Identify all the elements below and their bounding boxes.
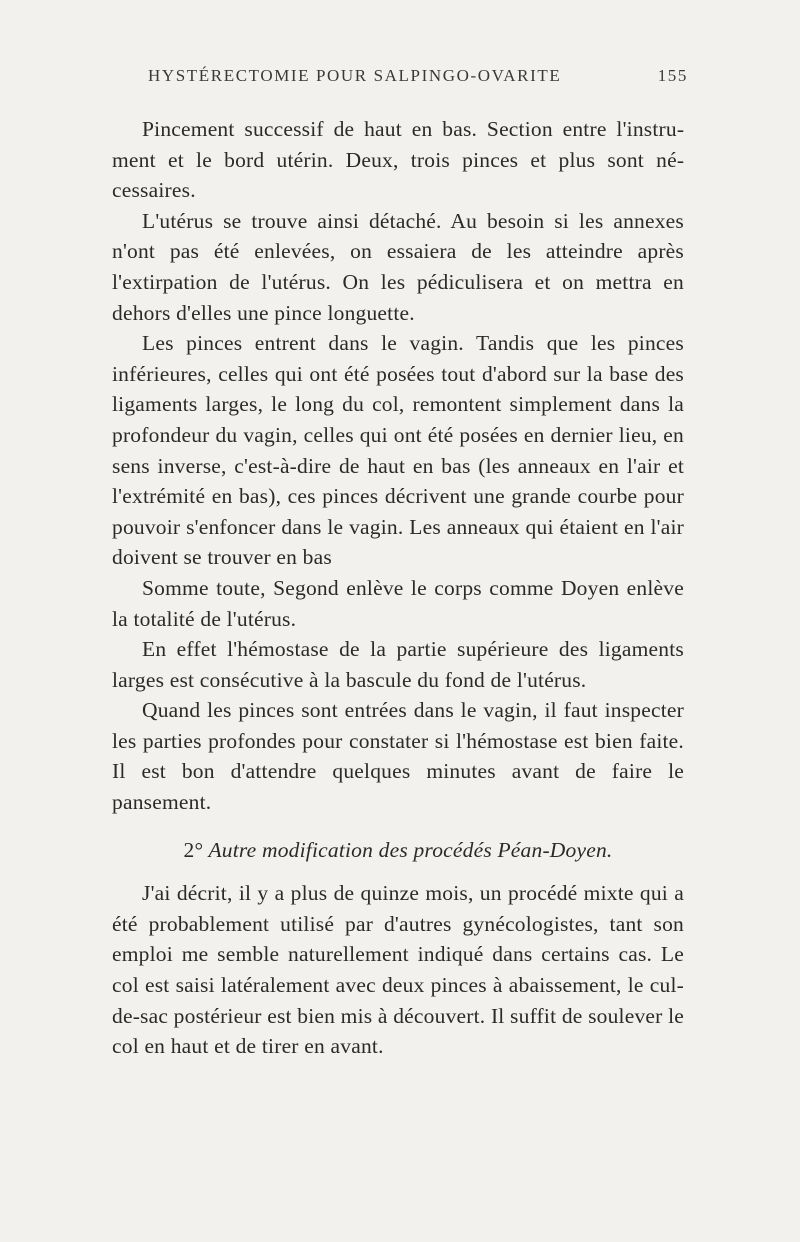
paragraph: Pincement successif de haut en bas. Section entre l'instrument et le bord utérin. Deux, trois pinces et plus sont nécessaires. bbox=[112, 117, 684, 203]
paragraph: Somme toute, Segond enlève le corps comme Doyen enlève la totalité de l'utérus. bbox=[112, 575, 684, 631]
body-text bbox=[112, 114, 684, 1062]
paragraph: En effet l'hémostase de la partie supérieure des ligaments larges est consécutive à la bascule du fond de l'utérus. bbox=[112, 637, 684, 692]
paragraph: Les pinces entrent dans le vagin. Tandis que les pinces inférieures, celles qui ont été posées tout d'abord sur la base des ligaments larges, le long du col, remontent simplement dans la profondeur du vagin, celles qui ont été posées en dernier lieu, en sens inverse, c'est-à-dire de haut en bas (les anneaux en l'air et l'extrémité en bas), ces pinces décrivent une grande courbe pour pouvoir s'enfoncer dans le vagin. Les anneaux qui étaient en l'air doivent se trouver en bas bbox=[112, 331, 684, 570]
paragraph: J'ai décrit, il y a plus de quinze mois, un procédé mixte qui a été probablement utilisé par d'autres gynécologistes, tant son emploi me semble naturellement indiqué dans certains cas. Le col est saisi latéralement avec deux pinces à abaissement, le cul-de-sac postérieur est bien mis à découvert. Il suffit de soulever le col en haut et de tirer en avant. bbox=[112, 881, 685, 1059]
page-number: 155 bbox=[657, 66, 688, 85]
section-number: 2° bbox=[183, 837, 204, 862]
paragraph: L'utérus se trouve ainsi détaché. Au besoin si les annexes n'ont pas été enlevées, on essaiera de les atteindre après l'extirpation de l'utérus. On les pédiculisera et on mettra en dehors d'elles une pince longuette. bbox=[112, 208, 684, 325]
section-heading bbox=[112, 835, 684, 866]
paragraph: Quand les pinces sont entrées dans le vagin, il faut inspecter les parties profondes pour constater si l'hémostase est bien faite. Il est bon d'attendre quelques minutes avant de faire le pansement. bbox=[112, 698, 684, 815]
section-title: Autre modification des procédés Péan-Doyen. bbox=[208, 837, 613, 862]
running-head bbox=[148, 66, 688, 90]
running-title: HYSTÉRECTOMIE POUR SALPINGO-OVARITE bbox=[148, 66, 562, 85]
